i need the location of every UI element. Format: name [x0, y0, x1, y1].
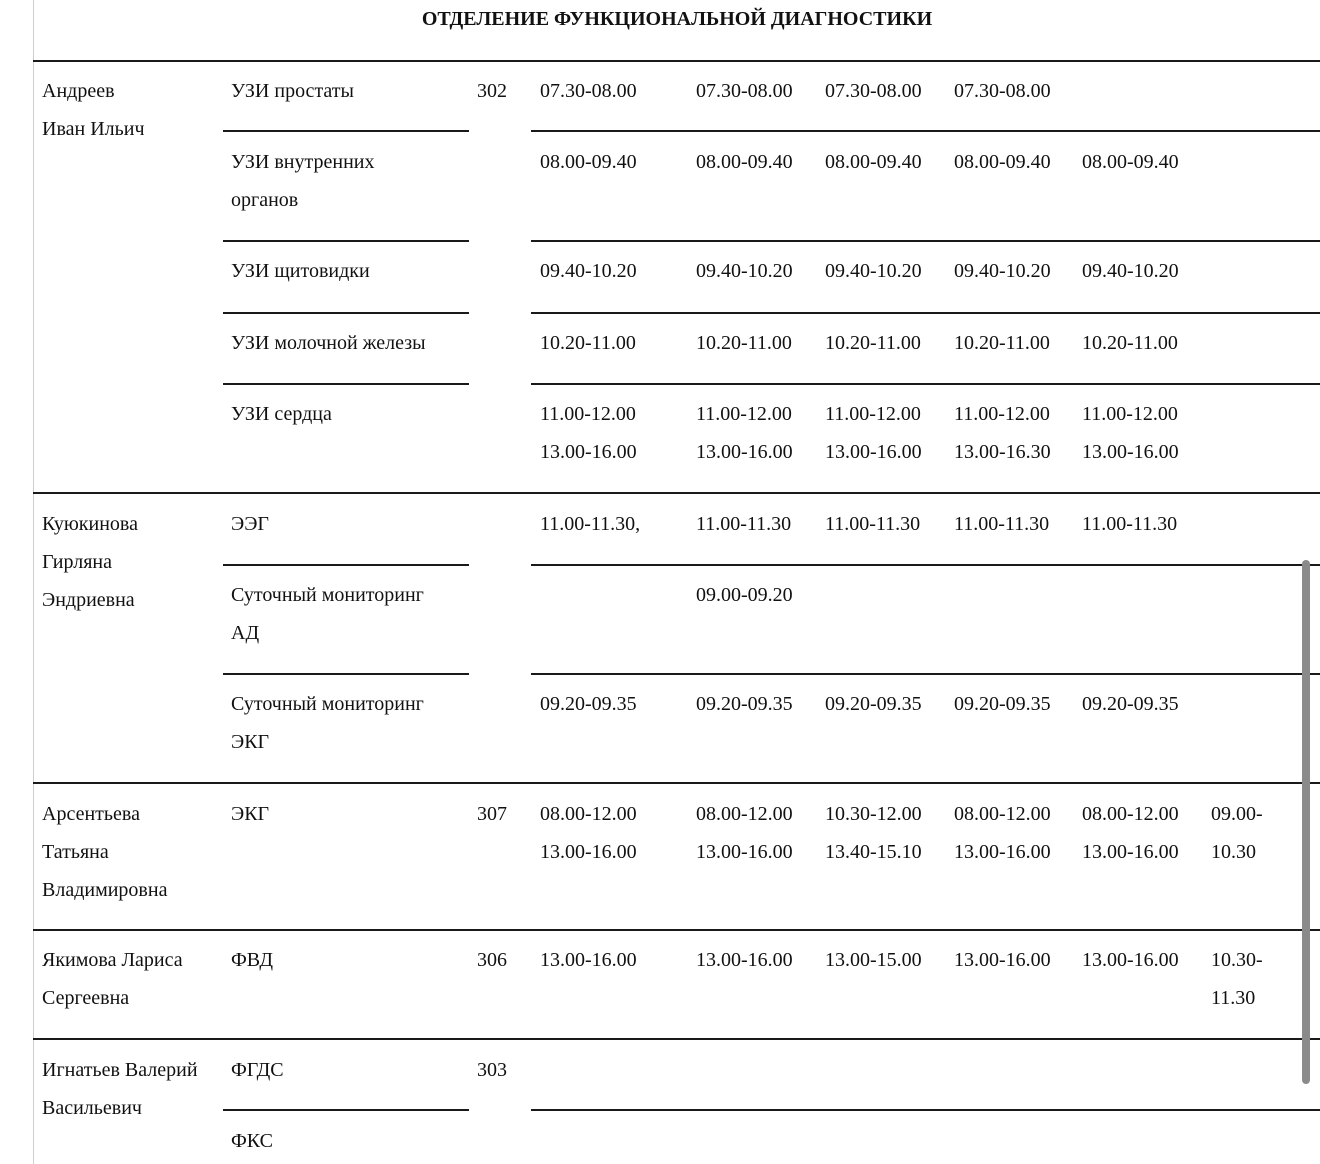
- time-cell: 11.00-11.30: [696, 513, 792, 535]
- time-cell: 08.00-12.00: [696, 803, 793, 825]
- time-cell: 13.00-16.00: [696, 841, 793, 863]
- procedure-name: АД: [231, 622, 260, 644]
- procedure-separator: [223, 1109, 469, 1111]
- time-cell: 11.00-11.30: [1082, 513, 1178, 535]
- room-number: 302: [477, 80, 507, 102]
- procedure-separator: [531, 673, 1320, 675]
- row-separator: [33, 60, 1320, 62]
- time-cell: 09.20-09.35: [1082, 693, 1179, 715]
- time-cell: 13.00-16.00: [540, 949, 637, 971]
- time-cell: 11.00-12.00: [825, 403, 921, 425]
- row-separator: [33, 782, 1320, 784]
- time-cell: 09.20-09.35: [954, 693, 1051, 715]
- doctor-name: Васильевич: [42, 1097, 142, 1119]
- time-cell: 09.00-: [1211, 803, 1263, 825]
- procedure-name: УЗИ сердца: [231, 403, 332, 425]
- time-cell: 07.30-08.00: [696, 80, 793, 102]
- procedure-separator: [223, 383, 469, 385]
- time-cell: 07.30-08.00: [954, 80, 1051, 102]
- time-cell: 09.40-10.20: [1082, 260, 1179, 282]
- time-cell: 13.00-16.00: [540, 841, 637, 863]
- time-cell: 10.30-12.00: [825, 803, 922, 825]
- procedure-separator: [223, 130, 469, 132]
- doctor-name: Эндриевна: [42, 589, 135, 611]
- procedure-separator: [531, 240, 1320, 242]
- time-cell: 13.40-15.10: [825, 841, 922, 863]
- time-cell: 09.00-09.20: [696, 584, 793, 606]
- procedure-separator: [223, 673, 469, 675]
- procedure-name: ЭЭГ: [231, 513, 269, 535]
- time-cell: 09.20-09.35: [696, 693, 793, 715]
- time-cell: 13.00-16.00: [1082, 949, 1179, 971]
- time-cell: 07.30-08.00: [825, 80, 922, 102]
- procedure-name: ФГДС: [231, 1059, 284, 1081]
- time-cell: 11.00-11.30: [825, 513, 921, 535]
- procedure-name: ФКС: [231, 1130, 273, 1152]
- doctor-name: Якимова Лариса: [42, 949, 183, 971]
- time-cell: 08.00-12.00: [1082, 803, 1179, 825]
- time-cell: 13.00-16.30: [954, 441, 1051, 463]
- time-cell: 08.00-09.40: [540, 151, 637, 173]
- procedure-separator: [531, 312, 1320, 314]
- time-cell: 08.00-09.40: [696, 151, 793, 173]
- scrollbar[interactable]: [1302, 560, 1310, 1084]
- procedure-name: Суточный мониторинг: [231, 693, 424, 715]
- procedure-separator: [223, 312, 469, 314]
- time-cell: 10.20-11.00: [540, 332, 636, 354]
- time-cell: 09.20-09.35: [540, 693, 637, 715]
- doctor-name: Гирляна: [42, 551, 112, 573]
- time-cell: 13.00-15.00: [825, 949, 922, 971]
- time-cell: 10.20-11.00: [825, 332, 921, 354]
- doctor-name: Иван Ильич: [42, 118, 145, 140]
- time-cell: 08.00-09.40: [954, 151, 1051, 173]
- row-separator: [33, 1038, 1320, 1040]
- time-cell: 08.00-09.40: [1082, 151, 1179, 173]
- row-separator: [33, 492, 1320, 494]
- time-cell: 11.00-11.30,: [540, 513, 641, 535]
- procedure-name: органов: [231, 189, 299, 211]
- time-cell: 11.00-12.00: [954, 403, 1050, 425]
- time-cell: 13.00-16.00: [825, 441, 922, 463]
- time-cell: 13.00-16.00: [954, 949, 1051, 971]
- procedure-name: ФВД: [231, 949, 274, 971]
- time-cell: 13.00-16.00: [696, 949, 793, 971]
- time-cell: 13.00-16.00: [1082, 841, 1179, 863]
- doctor-name: Владимировна: [42, 879, 168, 901]
- time-cell: 11.00-12.00: [696, 403, 792, 425]
- page-title: ОТДЕЛЕНИЕ ФУНКЦИОНАЛЬНОЙ ДИАГНОСТИКИ: [421, 8, 933, 30]
- doctor-name: Куюкинова: [42, 513, 138, 535]
- room-number: 303: [477, 1059, 507, 1081]
- time-cell: 11.00-11.30: [954, 513, 1050, 535]
- procedure-name: УЗИ простаты: [231, 80, 354, 102]
- procedure-name: Суточный мониторинг: [231, 584, 424, 606]
- procedure-name: УЗИ щитовидки: [231, 260, 370, 282]
- time-cell: 09.40-10.20: [825, 260, 922, 282]
- time-cell: 10.20-11.00: [696, 332, 792, 354]
- time-cell: 10.20-11.00: [1082, 332, 1178, 354]
- procedure-separator: [531, 130, 1320, 132]
- time-cell: 13.00-16.00: [954, 841, 1051, 863]
- room-number: 306: [477, 949, 507, 971]
- procedure-name: УЗИ внутренних: [231, 151, 375, 173]
- time-cell: 08.00-12.00: [540, 803, 637, 825]
- time-cell: 09.40-10.20: [696, 260, 793, 282]
- time-cell: 07.30-08.00: [540, 80, 637, 102]
- procedure-separator: [531, 564, 1320, 566]
- time-cell: 09.40-10.20: [540, 260, 637, 282]
- procedure-name: ЭКГ: [231, 731, 270, 753]
- doctor-name: Сергеевна: [42, 987, 130, 1009]
- procedure-name: ЭКГ: [231, 803, 270, 825]
- time-cell: 13.00-16.00: [540, 441, 637, 463]
- doctor-name: Татьяна: [42, 841, 109, 863]
- row-separator: [33, 929, 1320, 931]
- time-cell: 13.00-16.00: [1082, 441, 1179, 463]
- left-border: [33, 0, 34, 1164]
- time-cell: 09.20-09.35: [825, 693, 922, 715]
- procedure-separator: [223, 564, 469, 566]
- procedure-name: УЗИ молочной железы: [231, 332, 426, 354]
- doctor-name: Андреев: [42, 80, 115, 102]
- procedure-separator: [531, 1109, 1320, 1111]
- time-cell: 10.30: [1211, 841, 1256, 863]
- time-cell: 13.00-16.00: [696, 441, 793, 463]
- doctor-name: Арсентьева: [42, 803, 140, 825]
- time-cell: 11.00-12.00: [1082, 403, 1178, 425]
- time-cell: 11.30: [1211, 987, 1256, 1009]
- procedure-separator: [223, 240, 469, 242]
- time-cell: 08.00-12.00: [954, 803, 1051, 825]
- time-cell: 09.40-10.20: [954, 260, 1051, 282]
- time-cell: 10.30-: [1211, 949, 1263, 971]
- time-cell: 10.20-11.00: [954, 332, 1050, 354]
- room-number: 307: [477, 803, 507, 825]
- time-cell: 11.00-12.00: [540, 403, 636, 425]
- doctor-name: Игнатьев Валерий: [42, 1059, 198, 1081]
- procedure-separator: [531, 383, 1320, 385]
- time-cell: 08.00-09.40: [825, 151, 922, 173]
